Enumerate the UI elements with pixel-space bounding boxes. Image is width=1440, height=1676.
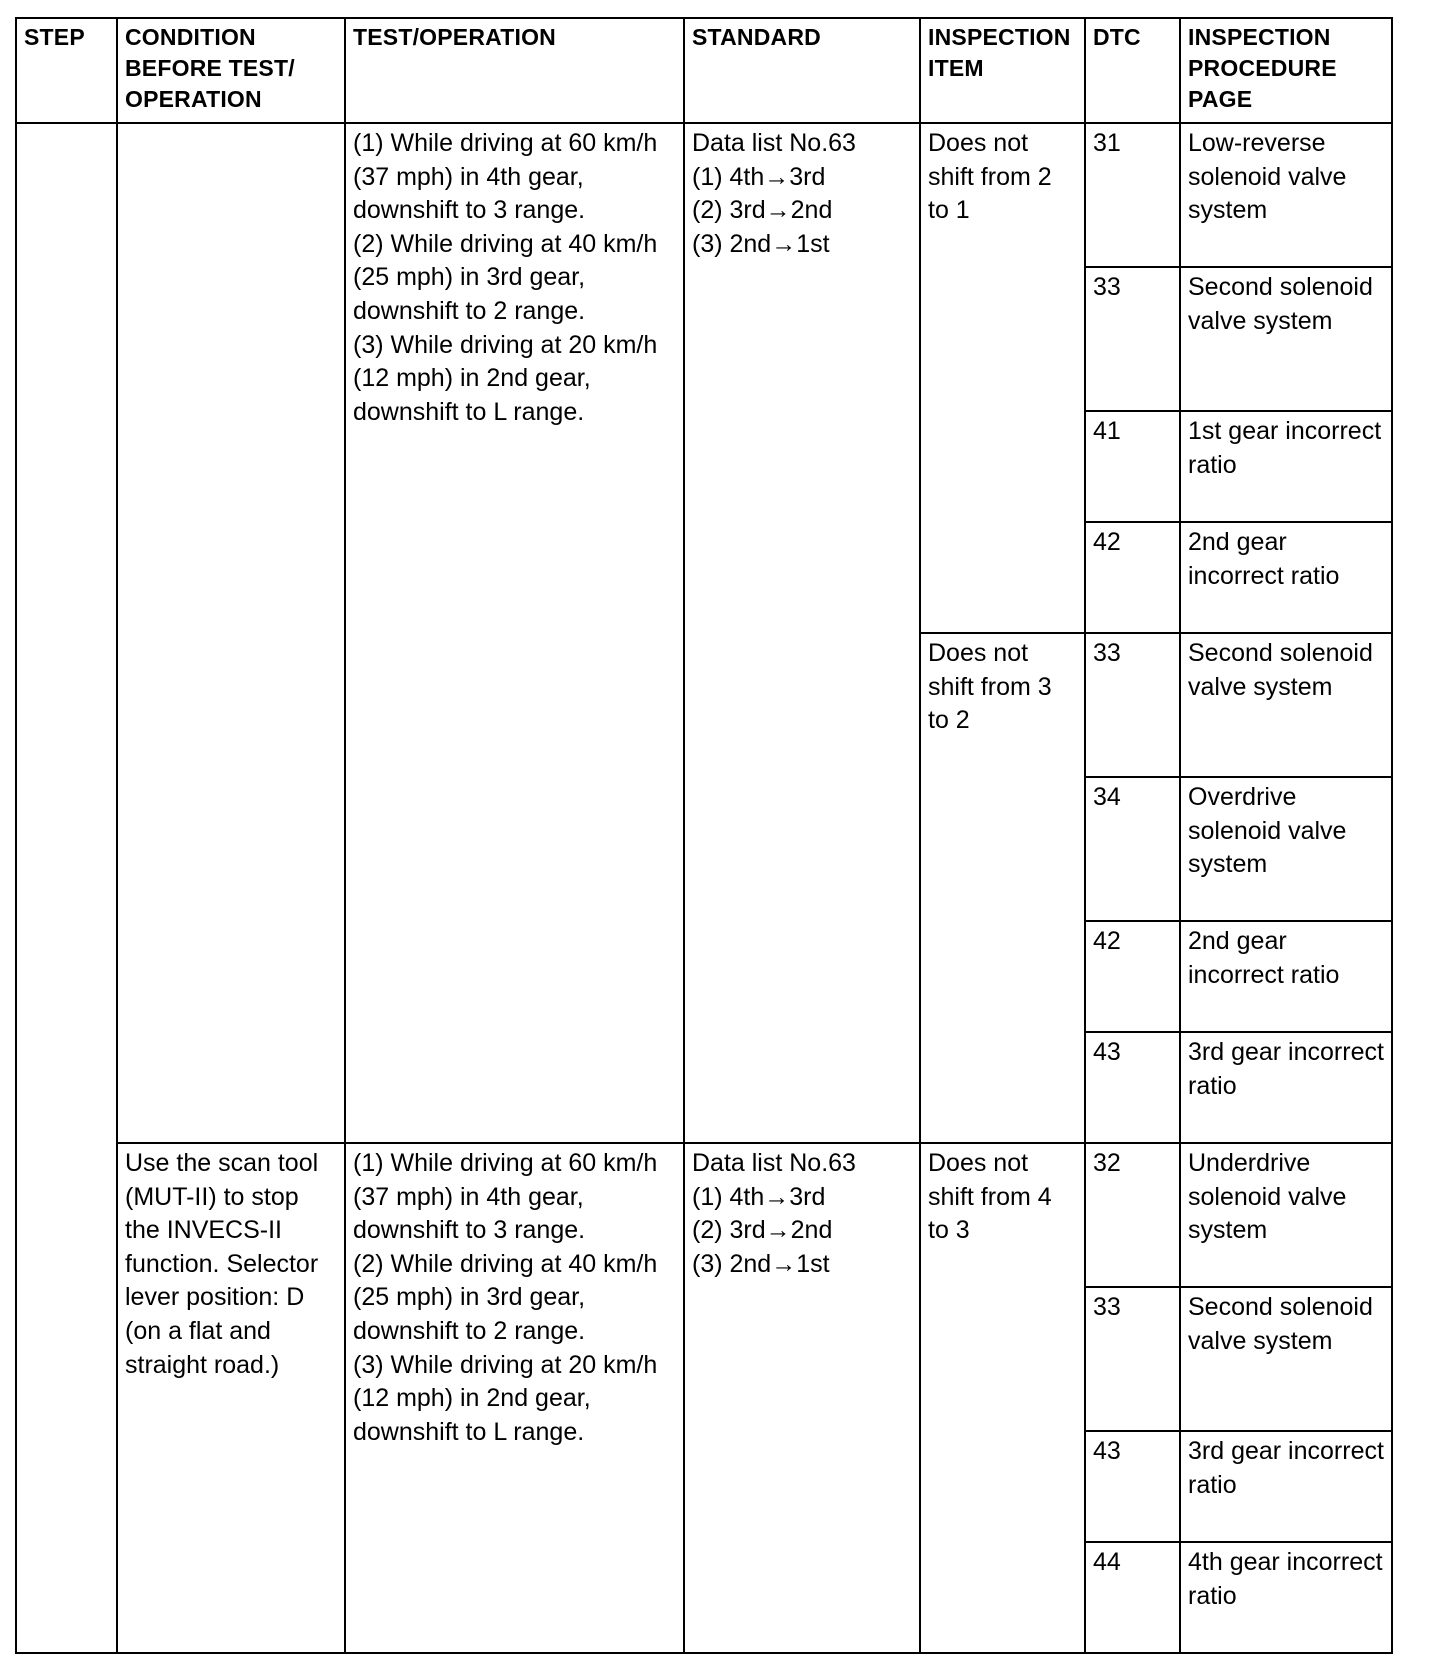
standard-line: Data list No.63 bbox=[692, 129, 856, 157]
standard-line: Data list No.63 bbox=[692, 1149, 856, 1177]
condition-cell: Use the scan tool (MUT-II) to stop the INVECS-II function. Selector lever position: D (on a flat and straight road.) bbox=[117, 1143, 345, 1653]
procedure-page-cell: 1st gear incorrect ratio bbox=[1180, 411, 1392, 522]
inspection-item-cell: Does not shift from 3 to 2 bbox=[920, 633, 1085, 1143]
dtc-cell: 32 bbox=[1085, 1143, 1180, 1287]
procedure-page-cell: 4th gear incorrect ratio bbox=[1180, 1542, 1392, 1653]
condition-cell bbox=[117, 123, 345, 1143]
header-dtc: DTC bbox=[1085, 18, 1180, 123]
inspection-table bbox=[15, 17, 1393, 1654]
standard-line: (3) 2nd→1st bbox=[692, 229, 830, 258]
table-row bbox=[16, 123, 1392, 267]
dtc-cell: 33 bbox=[1085, 267, 1180, 411]
header-condition: CONDITION BEFORE TEST/ OPERATION bbox=[117, 18, 345, 123]
standard-cell bbox=[684, 1143, 920, 1653]
dtc-cell: 31 bbox=[1085, 123, 1180, 267]
dtc-cell: 43 bbox=[1085, 1032, 1180, 1143]
dtc-cell: 33 bbox=[1085, 1287, 1180, 1431]
table-row bbox=[16, 1143, 1392, 1287]
dtc-cell: 34 bbox=[1085, 777, 1180, 921]
procedure-page-cell: 3rd gear incorrect ratio bbox=[1180, 1431, 1392, 1542]
header-procedure-page: INSPECTION PROCEDURE PAGE bbox=[1180, 18, 1392, 123]
procedure-page-cell: Overdrive solenoid valve system bbox=[1180, 777, 1392, 921]
header-test-operation: TEST/OPERATION bbox=[345, 18, 684, 123]
test-operation-cell: (1) While driving at 60 km/h (37 mph) in 4th gear, downshift to 3 range. (2) While driving at 40 km/h (25 mph) in 3rd gear, downshift to 2 range. (3) While driving at 20 km/h (12 mph) in 2nd gear, downshift to L range. bbox=[345, 1143, 684, 1653]
dtc-cell: 43 bbox=[1085, 1431, 1180, 1542]
standard-line: (3) 2nd→1st bbox=[692, 1249, 830, 1278]
procedure-page-cell: Second solenoid valve system bbox=[1180, 633, 1392, 777]
dtc-cell: 33 bbox=[1085, 633, 1180, 777]
procedure-page-cell: Low-reverse solenoid valve system bbox=[1180, 123, 1392, 267]
procedure-page-cell: 2nd gear incorrect ratio bbox=[1180, 921, 1392, 1032]
header-inspection-item: INSPECTION ITEM bbox=[920, 18, 1085, 123]
inspection-item-cell: Does not shift from 2 to 1 bbox=[920, 123, 1085, 633]
test-operation-cell: (1) While driving at 60 km/h (37 mph) in 4th gear, downshift to 3 range. (2) While driving at 40 km/h (25 mph) in 3rd gear, downshift to 2 range. (3) While driving at 20 km/h (12 mph) in 2nd gear, downshift to L range. bbox=[345, 123, 684, 1143]
header-standard: STANDARD bbox=[684, 18, 920, 123]
header-row bbox=[16, 18, 1392, 123]
dtc-cell: 44 bbox=[1085, 1542, 1180, 1653]
dtc-cell: 42 bbox=[1085, 921, 1180, 1032]
step-cell bbox=[16, 123, 117, 1653]
standard-line: (1) 4th→3rd bbox=[692, 1182, 826, 1211]
inspection-item-cell: Does not shift from 4 to 3 bbox=[920, 1143, 1085, 1653]
standard-line: (1) 4th→3rd bbox=[692, 162, 826, 191]
procedure-page-cell: Underdrive solenoid valve system bbox=[1180, 1143, 1392, 1287]
procedure-page-cell: Second solenoid valve system bbox=[1180, 267, 1392, 411]
procedure-page-cell: 3rd gear incorrect ratio bbox=[1180, 1032, 1392, 1143]
standard-line: (2) 3rd→2nd bbox=[692, 1216, 833, 1245]
dtc-cell: 42 bbox=[1085, 522, 1180, 633]
standard-line: (2) 3rd→2nd bbox=[692, 196, 833, 225]
dtc-cell: 41 bbox=[1085, 411, 1180, 522]
procedure-page-cell: Second solenoid valve system bbox=[1180, 1287, 1392, 1431]
standard-cell bbox=[684, 123, 920, 1143]
header-step: STEP bbox=[16, 18, 117, 123]
procedure-page-cell: 2nd gear incorrect ratio bbox=[1180, 522, 1392, 633]
